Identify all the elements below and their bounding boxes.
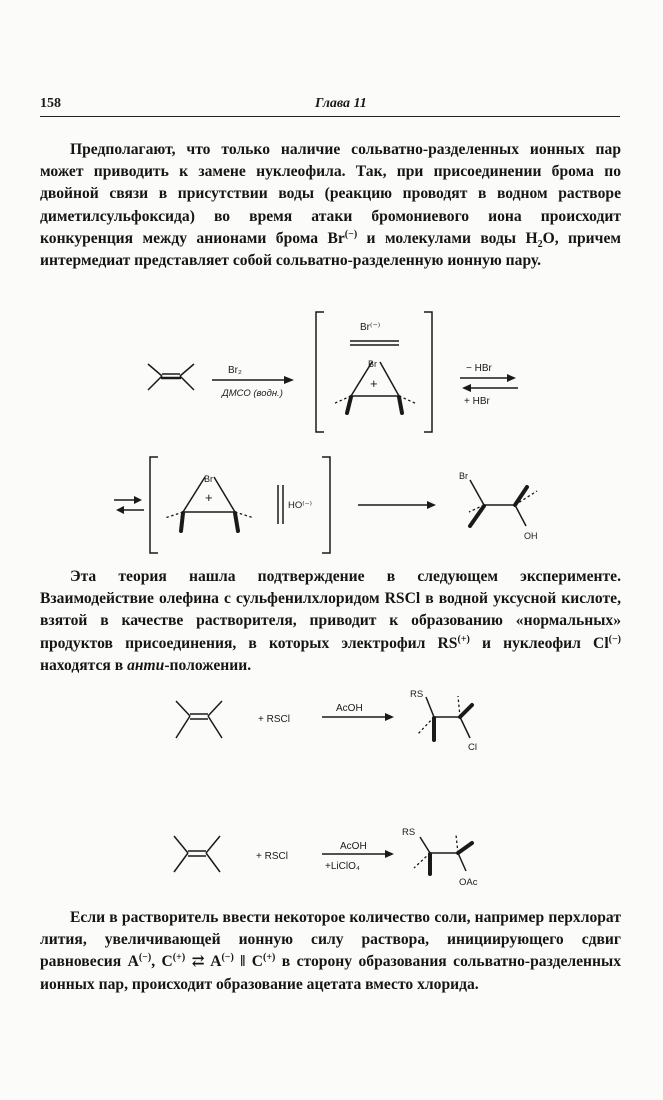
- paragraph-3: [40, 907, 621, 996]
- paragraph-2-text-b: и нуклеофил Cl: [469, 634, 609, 652]
- water-subscript: 2: [537, 238, 543, 250]
- bromonium-br-label: Br: [368, 359, 377, 369]
- product-oac: OAc: [459, 877, 478, 888]
- paragraph-2-text-c: находятся в: [40, 656, 128, 674]
- cation-charge-2: (+): [263, 952, 276, 964]
- header-rule: [40, 116, 620, 117]
- paragraph-1: [40, 139, 621, 272]
- page-header: [40, 96, 620, 118]
- chloride-product: [417, 696, 472, 740]
- anion-charge-1: (−): [138, 952, 152, 964]
- product-cl: Cl: [468, 742, 477, 753]
- bromination-scheme: [0, 300, 663, 562]
- cation-charge-1: (+): [172, 952, 186, 964]
- product-br: Br: [459, 471, 468, 481]
- product-oh: OH: [524, 531, 538, 541]
- bromonium-charge-2: +: [205, 490, 213, 505]
- paragraph-2-text-d: -положении.: [164, 656, 252, 674]
- plus-rscl: + RSCl: [258, 714, 290, 725]
- plus-rscl-2: + RSCl: [256, 851, 288, 862]
- bromonium-br-label-2: Br: [204, 474, 213, 484]
- paragraph-1-text-c: O, причем интермедиат представляет собой сольватно-разделенную ионную пару.: [40, 229, 621, 270]
- paragraph-3-text-a: Если в растворитель ввести некоторое количество соли, например перхлорат лития, увеличивающей ионную силу раствора, инициирующего сдвиг равновесия A: [40, 909, 621, 971]
- solvent-separated-sep: ‖ C: [233, 953, 263, 971]
- paragraph-3-text-b: в сторону образования сольватно-разделенных ионных пар, происходит образование ацетата вместо хлорида.: [40, 953, 621, 993]
- bromide-charge: (−): [344, 228, 358, 240]
- ion-pair-separator: [278, 485, 283, 524]
- sulfenyl-chloride-scheme: [0, 685, 663, 785]
- chapter-title: Глава 11: [315, 96, 367, 111]
- page-number: 158: [40, 96, 61, 111]
- paragraph-1-text-b: и молекулами воды H: [357, 229, 538, 247]
- alkene-reactant: [148, 364, 194, 390]
- equilibrium-arrows-2: [114, 496, 144, 514]
- equilibrium-sign: ⇄ A: [185, 953, 222, 971]
- reaction-arrow-2: [358, 501, 436, 509]
- equilibrium-arrows-1: [460, 374, 518, 392]
- salt-liclo4: +LiClO₄: [325, 861, 360, 872]
- bromohydrin-product: [469, 480, 537, 526]
- bromide-ion: Br⁽⁻⁾: [360, 322, 381, 333]
- hydroxide-ion: HO⁽⁻⁾: [288, 500, 312, 511]
- solvent-acoh: AcOH: [336, 703, 363, 714]
- alkene-reactant-2: [176, 701, 222, 738]
- anion-charge-2: (−): [221, 952, 234, 964]
- rs-charge: (+): [457, 633, 470, 645]
- paragraph-1-text-a: Предполагают, что только наличие сольватно-разделенных ионных пар может приводить к замене нуклеофила. Так, при присоединении брома по двойной связи в присутствии воды (реакцию проводят в водном растворе диметилсульфоксида) во время атаки бромониевого иона происходит конкуренция между анионами брома Br: [40, 141, 621, 247]
- alkene-reactant-3: [174, 836, 220, 872]
- anti-term: анти: [127, 656, 165, 674]
- separation-lines: [350, 341, 399, 345]
- reaction-arrow-1: [212, 376, 294, 384]
- plus-hbr: + HBr: [464, 396, 490, 407]
- product-rs-2: RS: [402, 827, 416, 838]
- acetate-product: [414, 835, 472, 874]
- contact-pair-sep: , C: [151, 953, 173, 971]
- reagent-dmso: ДМСО (водн.): [222, 388, 283, 399]
- paragraph-2-text-a: Эта теория нашла подтверждение в следующем эксперименте. Взаимодействие олефина с сульфенилхлоридом RSCl в водной уксусной кислоте, взятой в качестве растворителя, приводит к образованию «нормальных» продуктов присоединения, в которых электрофил RS: [40, 568, 621, 652]
- reaction-arrow-3: [322, 713, 394, 721]
- solvent-acoh-2: AcOH: [340, 841, 367, 852]
- perchlorate-scheme: [0, 820, 663, 895]
- bromonium-charge: +: [370, 376, 378, 391]
- minus-hbr: − HBr: [466, 363, 492, 374]
- reagent-br2: Br₂: [228, 365, 242, 376]
- cl-charge: (−): [608, 633, 622, 645]
- paragraph-2: [40, 566, 621, 677]
- product-rs: RS: [410, 689, 424, 700]
